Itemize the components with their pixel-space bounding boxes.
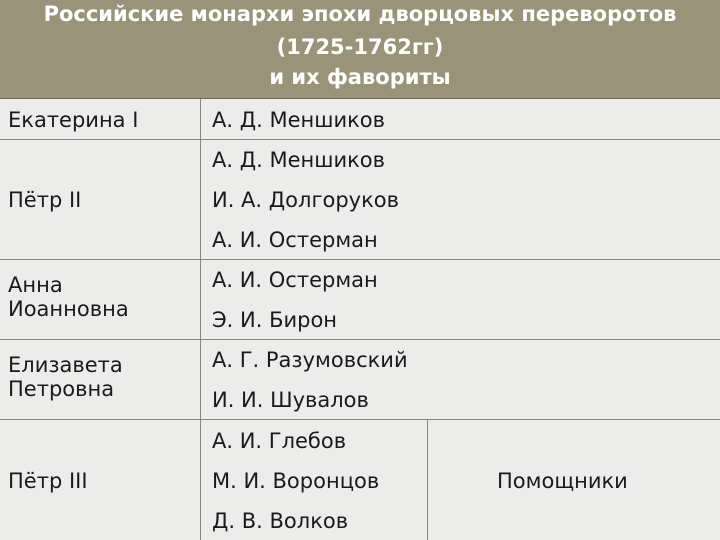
- favorite-name: А. Г. Разумовский: [212, 348, 408, 372]
- favorite-name: И. И. Шувалов: [212, 388, 369, 412]
- favorite-name: А. И. Остерман: [212, 268, 378, 292]
- monarch-name: Екатерина I: [8, 108, 139, 132]
- title-header: [0, 0, 720, 99]
- favorite-name: А. Д. Меншиков: [212, 108, 386, 132]
- favorite-name: А. И. Остерман: [212, 228, 378, 252]
- title-line-2: (1725-1762гг): [276, 35, 444, 59]
- monarch-name-line-1: Елизавета: [8, 353, 123, 377]
- row-separator: [0, 259, 720, 260]
- favorite-name: М. И. Воронцов: [212, 469, 380, 493]
- favorite-name: А. И. Глебов: [212, 429, 347, 453]
- favorite-name: И. А. Долгоруков: [212, 188, 400, 212]
- column-separator-helpers: [427, 419, 428, 540]
- title-line-1: Российские монархи эпохи дворцовых переворотов: [43, 2, 677, 26]
- title-line-3: и их фавориты: [269, 65, 451, 89]
- row-separator: [0, 139, 720, 140]
- monarch-name-line-2: Иоанновна: [8, 297, 129, 321]
- monarch-cell: [8, 353, 123, 401]
- monarch-cell: [8, 188, 81, 212]
- row-separator: [0, 419, 720, 420]
- monarch-cell: [8, 108, 138, 132]
- monarch-name: Пётр III: [8, 469, 88, 493]
- monarch-name-line-1: Анна: [8, 273, 63, 297]
- monarch-name-line-2: Петровна: [8, 377, 115, 401]
- favorite-name: А. Д. Меншиков: [212, 148, 386, 172]
- monarch-cell: [8, 469, 88, 493]
- favorite-name: Д. В. Волков: [212, 509, 349, 533]
- helpers-note: Помощники: [497, 469, 628, 493]
- column-separator: [200, 99, 201, 540]
- row-separator: [0, 339, 720, 340]
- favorites-table: [0, 99, 720, 540]
- favorite-name: Э. И. Бирон: [212, 308, 338, 332]
- monarch-cell: [8, 273, 129, 321]
- monarch-name: Пётр II: [8, 188, 82, 212]
